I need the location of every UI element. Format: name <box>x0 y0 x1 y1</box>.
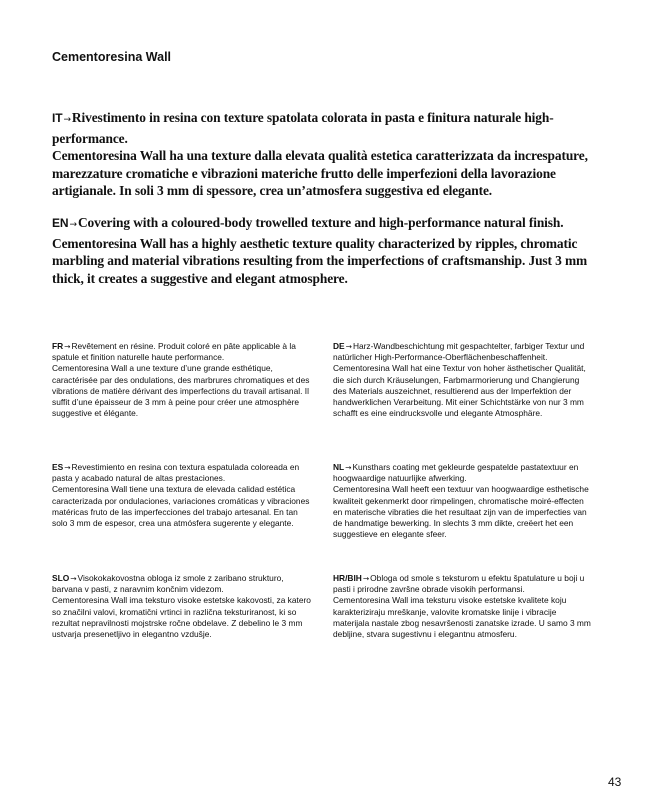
slo-summary: Visokokakovostna obloga iz smole z zaribano strukturo, barvana v pasti, z naravnim končnim videzom. <box>52 573 284 595</box>
arrow-icon: → <box>64 463 71 472</box>
section-en <box>52 214 600 287</box>
document-title: Cementoresina Wall <box>52 50 172 64</box>
section-es <box>52 462 314 529</box>
section-nl <box>333 462 595 540</box>
it-summary: Rivestimento in resina con texture spatolata colorata in pasta e finitura naturale high-performance. <box>52 110 554 146</box>
slo-body: Cementoresina Wall ima teksturo visoke estetske kakovosti, za katero so značilni valovi, kromatični vrtinci in različna teksturiranost, ki so rezultat nepravilnosti mojstrske ročne obdelave. Z debelino le 3 mm ustvarja presenetljivo in elegantno vzdušje. <box>52 595 311 640</box>
section-fr <box>52 341 314 419</box>
section-it <box>52 109 600 200</box>
lang-code-nl: NL <box>333 462 345 472</box>
lang-code-hr-bih: HR/BIH <box>333 573 362 583</box>
arrow-icon: → <box>345 342 352 351</box>
en-body: Cementoresina Wall has a highly aesthetic texture quality characterized by ripples, chromatic marbling and material vibrations resulting from the imperfections of craftsmanship. Just 3 mm thick, it creates a suggestive and elegant atmosphere. <box>52 235 588 286</box>
fr-summary: Revêtement en résine. Produit coloré en pâte applicable à la spatule et finition naturelle haute performance. <box>52 341 296 363</box>
arrow-icon: → <box>63 115 71 125</box>
de-summary: Harz-Wandbeschichtung mit gespachtelter, farbiger Textur und natürlicher High-Performance-Oberflächenbeschaffenheit. <box>333 341 585 363</box>
arrow-icon: → <box>70 574 77 583</box>
nl-body: Cementoresina Wall heeft een textuur van hoogwaardige esthetische kwaliteit gekenmerkt door rimpelingen, chromatische moiré-effecten en materische vibraties die het resultaat zijn van de imperfecties van de handmatige bewerking. In slechts 3 mm dikte, creëert het een suggestieve en elegante sfeer. <box>333 484 589 540</box>
it-body: Cementoresina Wall ha una texture dalla elevata qualità estetica caratterizzata da increspature, marezzature cromatiche e vibrazioni materiche frutto delle imperfezioni della lavorazione artigianale. In soli 3 mm di spessore, crea un’atmosfera suggestiva ed elegante. <box>52 148 588 199</box>
lang-code-slo: SLO <box>52 573 70 583</box>
fr-body: Cementoresina Wall a une texture d’une grande esthétique, caractérisée par des ondulations, des marbrures chromatiques et des vibrations de matière dérivant des imperfections du travail artisanal. Il suffit d’une épaisseur de 3 mm à peine pour créer une atmosphère suggestive et élégante. <box>52 363 310 419</box>
lang-code-it: IT <box>52 111 63 125</box>
lang-code-de: DE <box>333 341 345 351</box>
es-summary: Revestimiento en resina con textura espatulada coloreada en pasta y acabado natural de altas prestaciones. <box>52 462 300 484</box>
en-summary: Covering with a coloured-body trowelled texture and high-performance natural finish. <box>77 215 564 230</box>
arrow-icon: → <box>345 463 352 472</box>
arrow-icon: → <box>69 220 77 230</box>
lang-code-en: EN <box>52 216 69 230</box>
arrow-icon: → <box>64 342 71 351</box>
section-hr-bih <box>333 573 595 640</box>
section-slo <box>52 573 314 640</box>
page-number: 43 <box>608 775 622 789</box>
lang-code-es: ES <box>52 462 64 472</box>
es-body: Cementoresina Wall tiene una textura de elevada calidad estética caracterizada por ondulaciones, variaciones cromáticas y vibraciones matéricas fruto de las imperfecciones del trabajo artesanal. En tan solo 3 mm de espesor, crea una atmósfera sugerente y elegante. <box>52 484 310 529</box>
hr-summary: Obloga od smole s teksturom u efektu špatulature u boji u pasti i prirodne završne obrade visokih performansi. <box>333 573 585 595</box>
nl-summary: Kunsthars coating met gekleurde gespatelde pastatextuur en hoogwaardige natuurlijke afwerking. <box>333 462 579 484</box>
hr-body: Cementoresina Wall ima teksturu visoke estetske kvalitete koju karakteriziraju mreškanje, valovite kromatske linije i vibracije materijala nastale zbog nesavršenosti zanatske izrade. U samo 3 mm debljine, stvara sugestivnu i elegantnu atmosferu. <box>333 595 591 640</box>
lang-code-fr: FR <box>52 341 64 351</box>
section-de <box>333 341 595 419</box>
de-body: Cementoresina Wall hat eine Textur von hoher ästhetischer Qualität, die sich durch Kräuselungen, Farbmarmorierung und Changierung des Materials auszeichnet, resultierend aus der Imperfektion der handwerklichen Verarbeitung. Mit einer Schichtstärke von nur 3 mm schafft es eine eindrucksvolle und elegante Atmosphäre. <box>333 363 586 419</box>
arrow-icon: → <box>362 574 370 583</box>
